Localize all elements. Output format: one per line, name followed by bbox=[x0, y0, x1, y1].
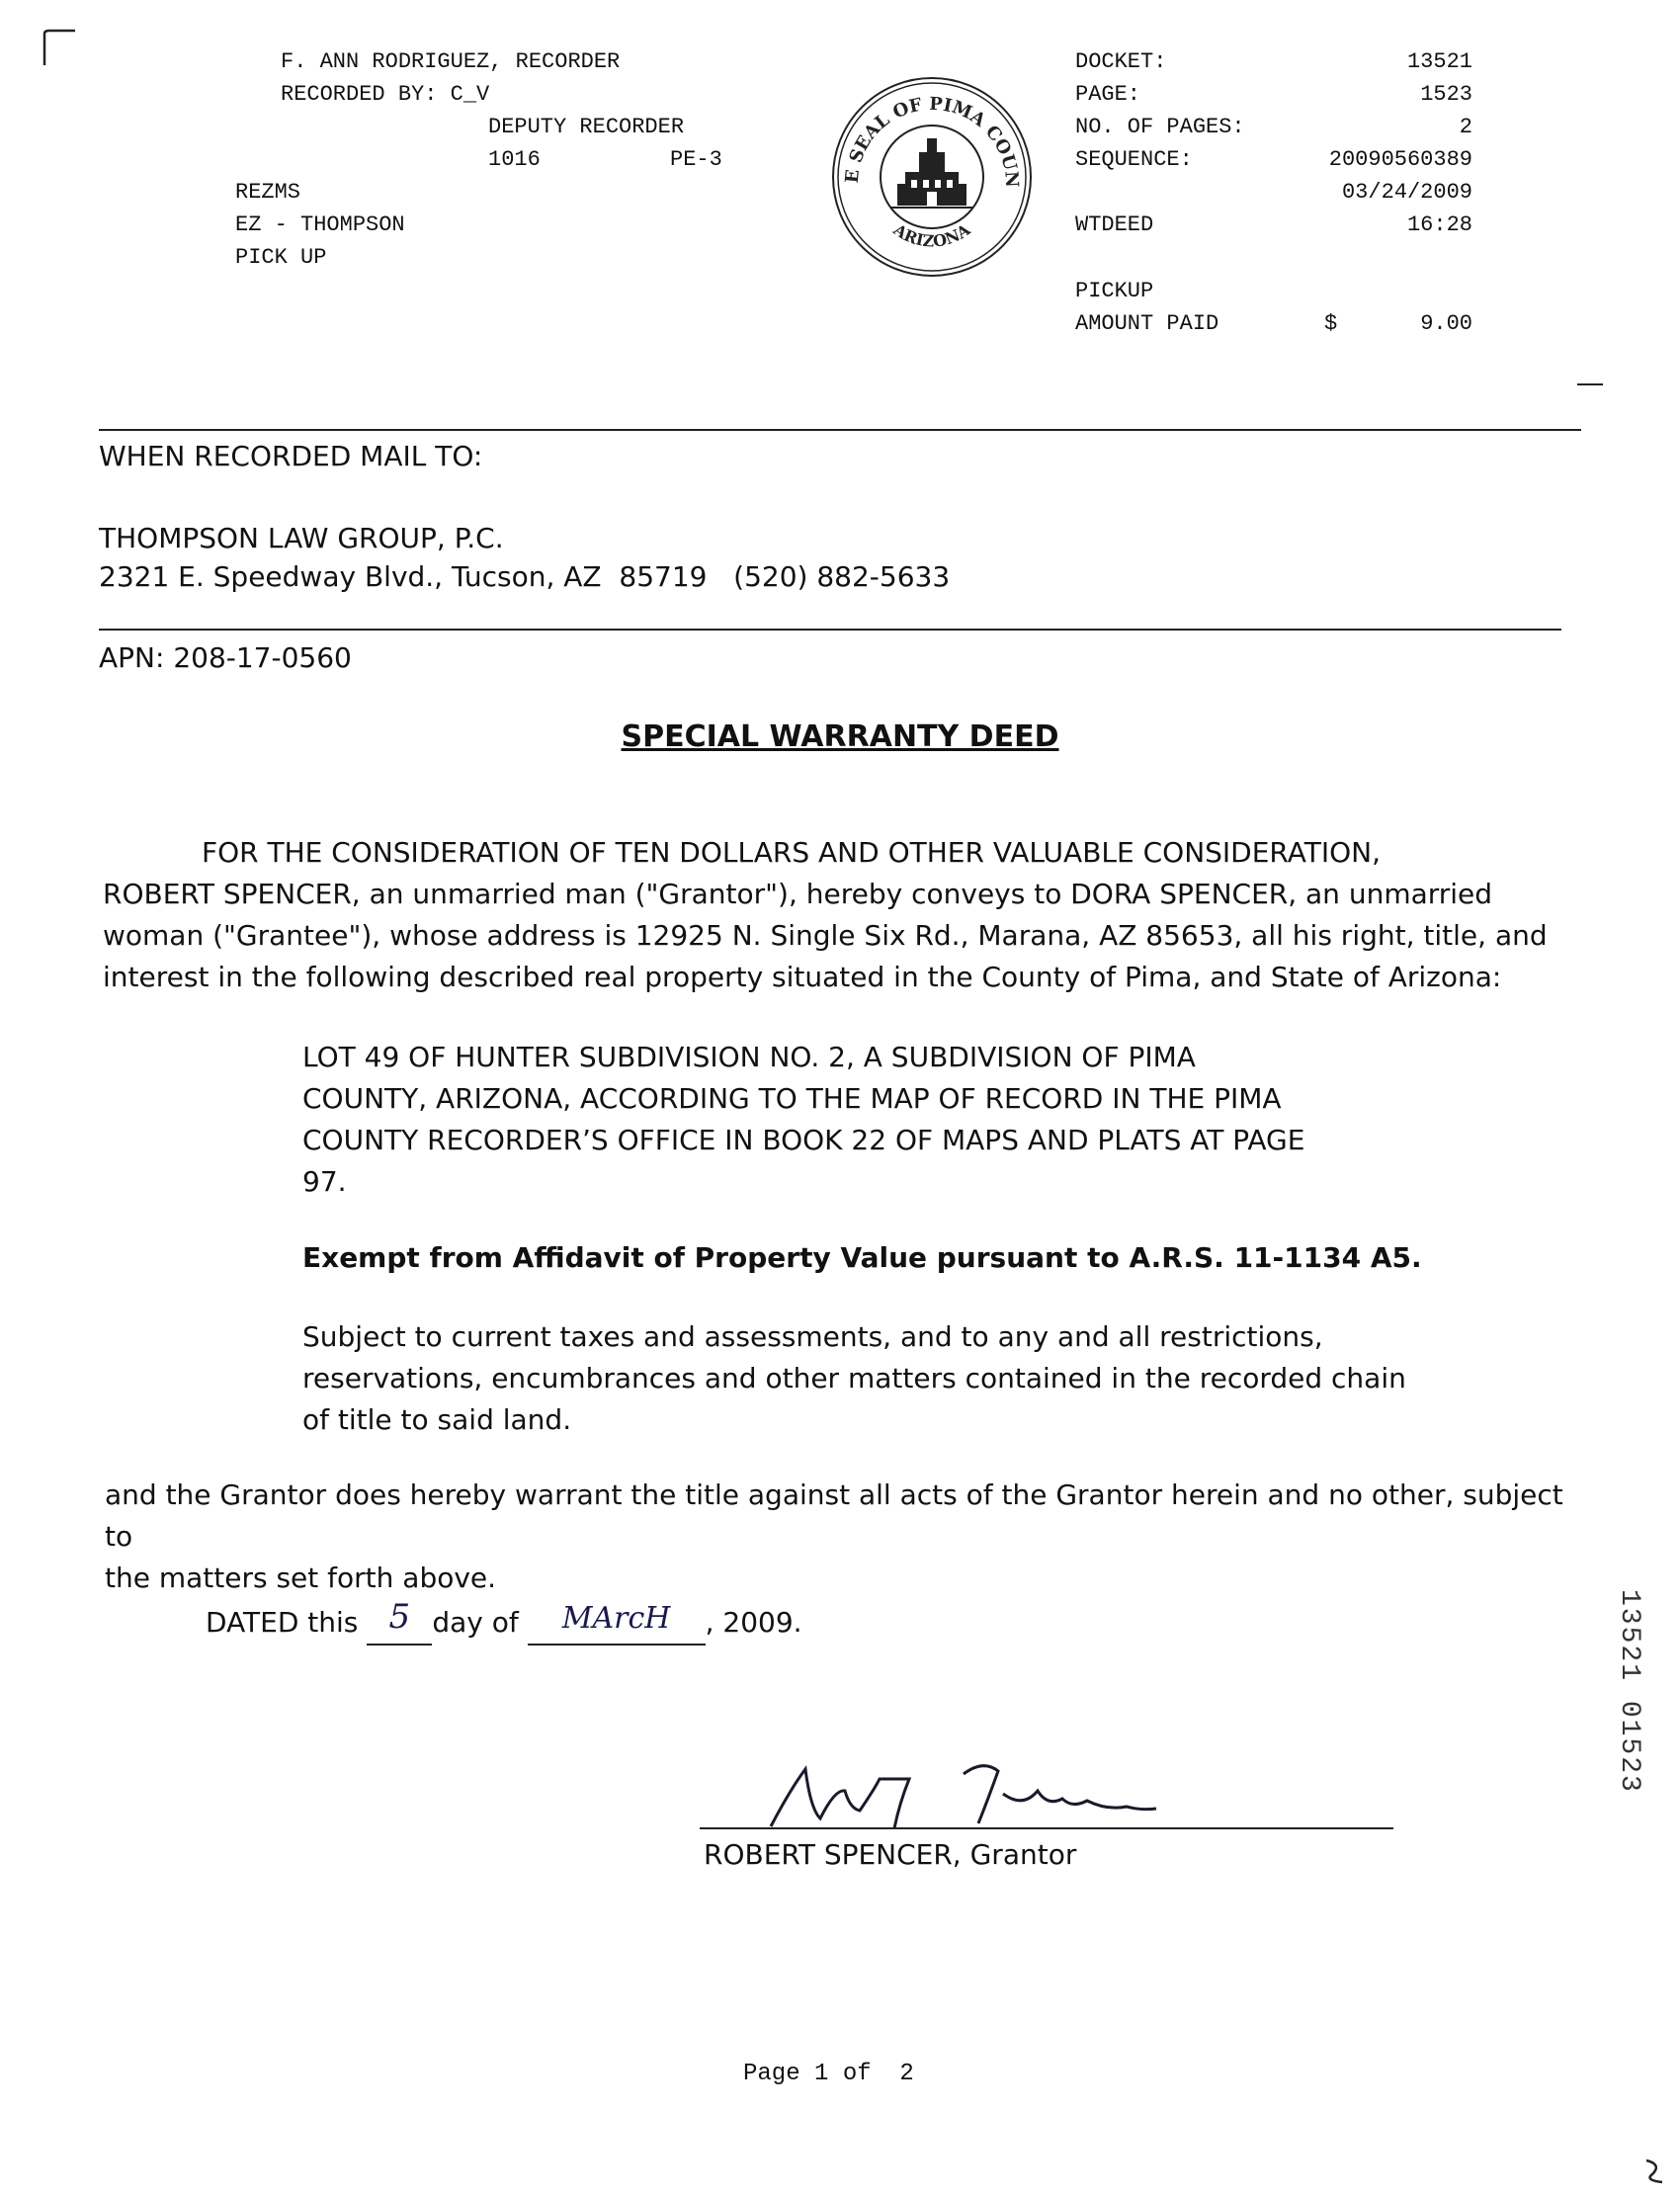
mail-to-address: 2321 E. Speedway Blvd., Tucson, AZ 85719 (520) 882-5633 bbox=[99, 560, 951, 593]
mail-to-label: WHEN RECORDED MAIL TO: bbox=[99, 440, 483, 472]
recorder-station: PE-3 bbox=[670, 147, 722, 172]
subject-line: of title to said land. bbox=[302, 1403, 572, 1436]
tick-mark bbox=[1577, 383, 1603, 385]
legal-line: 97. bbox=[302, 1165, 347, 1198]
recorder-name: F. ANN RODRIGUEZ, RECORDER bbox=[281, 49, 621, 74]
sequence-value: 20090560389 bbox=[1328, 147, 1472, 172]
paragraph-line: FOR THE CONSIDERATION OF TEN DOLLARS AND OTHER VALUABLE CONSIDERATION, bbox=[202, 836, 1381, 869]
warranty-paragraph bbox=[105, 1475, 1587, 1599]
subject-to-paragraph bbox=[302, 1316, 1419, 1441]
amount-value: 9.00 bbox=[1420, 311, 1472, 336]
paragraph-line: woman ("Grantee"), whose address is 12925 N. Single Six Rd., Marana, AZ 85653, all his right, title, and bbox=[103, 919, 1548, 952]
recorded-by: RECORDED BY: C_V bbox=[281, 82, 490, 107]
recorder-block bbox=[235, 45, 722, 339]
side-stamp: 13521 01523 bbox=[1614, 1589, 1644, 1794]
exempt-statement: Exempt from Affidavit of Property Value pursuant to A.R.S. 11-1134 A5. bbox=[302, 1241, 1422, 1274]
apn-number: APN: 208-17-0560 bbox=[99, 641, 352, 674]
legal-line: COUNTY, ARIZONA, ACCORDING TO THE MAP OF RECORD IN THE PIMA bbox=[302, 1082, 1282, 1115]
deputy-recorder: DEPUTY RECORDER bbox=[488, 115, 685, 139]
ref-code: REZMS bbox=[235, 180, 301, 205]
corner-mark bbox=[40, 28, 79, 67]
page-label: PAGE: bbox=[1075, 82, 1141, 107]
seal-bottom-text: ARIZONA bbox=[889, 219, 974, 251]
pages-value: 2 bbox=[1459, 115, 1472, 139]
divider-apn bbox=[99, 629, 1561, 631]
mail-to-firm: THOMPSON LAW GROUP, P.C. bbox=[99, 522, 504, 554]
pages-label: NO. OF PAGES: bbox=[1075, 115, 1245, 139]
document-title: SPECIAL WARRANTY DEED bbox=[621, 719, 1059, 754]
docket-label: DOCKET: bbox=[1075, 49, 1167, 74]
warranty-line: the matters set forth above. bbox=[105, 1562, 497, 1594]
dated-mid: day of bbox=[432, 1606, 519, 1639]
dated-day: 5 bbox=[388, 1597, 411, 1637]
ref-pickup: PICK UP bbox=[235, 245, 327, 270]
seal-top-text: E SEAL OF PIMA COUN bbox=[841, 93, 1023, 189]
page-footer: Page 1 of 2 bbox=[743, 2061, 914, 2087]
dated-month: MArcH bbox=[561, 1601, 671, 1636]
dated-prefix: DATED this bbox=[206, 1606, 359, 1639]
dated-day-field bbox=[367, 1597, 432, 1646]
currency-symbol: $ bbox=[1324, 311, 1338, 336]
amount-label: AMOUNT PAID bbox=[1075, 311, 1219, 336]
seal-graphic bbox=[828, 73, 1036, 281]
grantor-signature bbox=[751, 1749, 1225, 1838]
pickup-label: PICKUP bbox=[1075, 279, 1154, 303]
dated-line bbox=[206, 1597, 802, 1646]
county-seal bbox=[828, 73, 1036, 281]
dated-suffix: , 2009. bbox=[705, 1606, 802, 1639]
signatory-name: ROBERT SPENCER, Grantor bbox=[704, 1838, 1077, 1871]
paragraph-line: ROBERT SPENCER, an unmarried man ("Grantor"), hereby conveys to DORA SPENCER, an unmarried bbox=[103, 878, 1493, 910]
signature-line bbox=[700, 1827, 1393, 1829]
ref-name: EZ - THOMPSON bbox=[235, 212, 405, 237]
recorder-code: 1016 bbox=[488, 147, 541, 172]
dated-month-field bbox=[528, 1602, 706, 1646]
record-date: 03/24/2009 bbox=[1341, 180, 1472, 205]
subject-line: Subject to current taxes and assessments, and to any and all restrictions, bbox=[302, 1320, 1323, 1353]
record-time: 16:28 bbox=[1406, 212, 1472, 237]
legal-line: LOT 49 OF HUNTER SUBDIVISION NO. 2, A SUBDIVISION OF PIMA bbox=[302, 1041, 1196, 1073]
page-value: 1523 bbox=[1420, 82, 1472, 107]
legal-line: COUNTY RECORDER’S OFFICE IN BOOK 22 OF MAPS AND PLATS AT PAGE bbox=[302, 1124, 1305, 1156]
subject-line: reservations, encumbrances and other matters contained in the recorded chain bbox=[302, 1362, 1406, 1394]
consideration-paragraph bbox=[103, 832, 1585, 998]
corner-mark-bottom bbox=[1640, 2154, 1670, 2188]
sequence-label: SEQUENCE: bbox=[1075, 147, 1193, 172]
legal-description bbox=[302, 1037, 1419, 1203]
paragraph-line: interest in the following described real property situated in the County of Pima, and State of Arizona: bbox=[103, 961, 1502, 993]
divider-top bbox=[99, 429, 1581, 431]
document-type: WTDEED bbox=[1075, 212, 1154, 237]
docket-block bbox=[1075, 45, 1472, 352]
docket-value: 13521 bbox=[1406, 49, 1472, 74]
warranty-line: and the Grantor does hereby warrant the title against all acts of the Grantor herein and no other, subject to bbox=[105, 1478, 1563, 1553]
